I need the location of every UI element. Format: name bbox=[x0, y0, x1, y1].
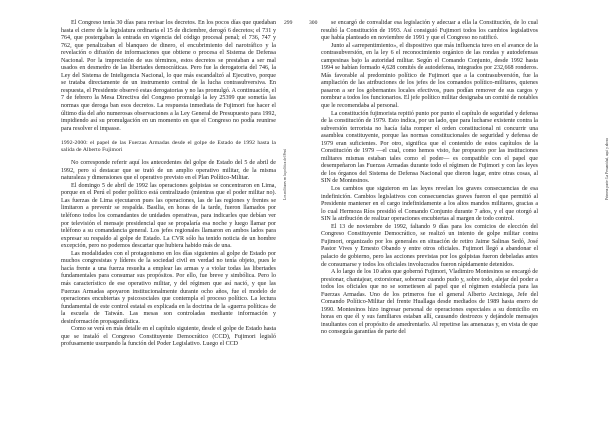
paragraph: A lo largo de los 10 años que gobernó Fujimori, Vladimiro Montesinos se encargó de presionar, chantajear, extorsionar, sobornar cuando pudo y, sobre todo, alejar del poder a todos los oficiales que no se sometiesen al papel que el régimen establecía para las Fuerzas Armadas. Uno de los primeros fue el general Alberto Arciniega, Jefe del Comando Político-Militar del frente Huallaga desde mediados de 1989 hasta enero de 1990. Montesinos hizo ingresar personal de operaciones especiales a su domicilio en horas en que él y sus familiares estaban allí, causando destrozos y dejándole mensajes insultantes con el propósito de amedrentarlo. Al repetirse las amenazas y, en vista de que no conseguía garantías de parte del bbox=[321, 269, 538, 336]
running-head: Los militares en la política del Perú bbox=[283, 148, 287, 200]
page-number: 299 bbox=[284, 20, 293, 26]
paragraph: No corresponde referir aquí los antecedentes del golpe de Estado del 5 de abril de 1992, pero sí destacar que se trató de un amplio operativo militar, de la misma naturaleza y dimensiones que el operativo previsto en el Plan Político-Militar. bbox=[61, 160, 276, 182]
running-head: Primera parte: La Peruanidad, aquí y ahora bbox=[605, 138, 609, 200]
paragraph: El domingo 5 de abril de 1992 las operaciones golpistas se concentraron en Lima, porque en el Perú el poder político está centralizado (mientras que el poder militar no). Las fuerzas de Lima ejecutaron pues las operaciones, las de las regiones y frentes se limitaron a prevenir se respalda. Basilia, en horas de la tarde, fueron llamados por teléfono todos los comandantes de unidades operativas, para indicarles que debían ver por televisión el mensaje presidencial que se propalaría esa noche y luego llamar por teléfono a su comandancia general. Los jefes regionales llamaron en ambos lados para expresar su respaldo al golpe de Estado. La CVR sólo ha tenido noticia de un hombre excepción, pero no podemos descartar que hubiera habido más de una. bbox=[61, 182, 276, 250]
paragraph: Como se verá en más detalle en el capítulo siguiente, desde el golpe de Estado hasta que se instaló el Congreso Constituyente Democrático (CCD), Fujimori legisló profusamente usurpando la función del Poder Legislativo. Luego el CCD bbox=[61, 326, 276, 348]
page-number: 300 bbox=[309, 20, 318, 26]
left-text-column bbox=[61, 20, 276, 349]
paragraph: La constitución fujimorista repitió punto por punto el capítulo de seguridad y defensa de la constitución de 1979. Esto indica, por un lado, que para lucharse existente contra la subversión terrorista no hacía falta romper el orden constitucional ni concurrir una asamblea constituyente, porque las normas constitucionales de seguridad y defensa de 1979 eran suficientes. Por otro, significa que el contenido de estos capítulos de la Constitución de 1979 —el cual, como hemos visto, fue propuesto por las instituciones militares mismas estaban tales como el poder— es compatible con el papel que desempeñaron las Fuerzas Armadas durante todo el régimen de Fujimori y con las leyes de los órganos del Sistema de Defensa Nacional que dieron lugar, entre otras cosas, al SIN de Montesinos. bbox=[321, 110, 538, 185]
paragraph: se encargó de convalidar esa legislación y adecuar a ella la Constitución, de lo cual resultó la Constitución de 1993. Así consiguió Fujimori todos los cambios legislativos que había planteado en noviembre de 1991 y que el Congreso no ratificó. bbox=[321, 20, 538, 42]
paragraph: Junto al «arrepentimiento», el dispositivo que más influencia tuvo en el avance de la contrasubversión, en la ley 6 el reconocimiento orgánico de las rondas y autodefensas campesinas bajo la autoridad militar. Según el Comando Conjunto, desde 1992 hasta 1994 se habían formado 4,628 comités de autodefensa, integrados por 232,668 ronderos. Más favorable al predominio político de Fujimori que a la contrasubversión, fue la ampliación de las atribuciones de los jefes de los comandos político-militares, quienes pasaron a ser los gobernantes locales efectivos, pues podían remover de sus cargos y nombrar a todos los funcionarios. El jefe político militar designaba un comité de notables que le recomendaba al personal. bbox=[321, 42, 538, 110]
paragraph: El Congreso tenía 30 días para revisar los decretos. En los pocos días que quedaban hasta el cierre de la legislatura ordinaria el 15 de diciembre, derogó 6 decretos; el 731 y 764, que postergaban la entrada en vigencia del código procesal penal; el 736, 747 y 762, que penalizaban el blanqueo de dinero, el encubrimiento del narotráfico y la revelación o difusión de informaciones que obtiene o procesa el Sistema de Defensa Nacional. Por la imprecisión de sus términos, estos decretos se prestaban a ser mal usados en desmedro de las libertades democráticas. Pero fue la derogatoria del 746, la Ley del Sistema de Inteligencia Nacional, lo que más escandalizó al Ejecutivo, porque se trataba directamente de un instrumento central de la lucha contrasubversiva. En respuesta, el Presidente observó estas derogatorias y no las promulgó. A continuación, el 7 de febrero la Mesa Directiva del Congreso promulgó la ley 25399 que sometía las normas que deroga ban esos decretos. La respuesta inmediata de Fujimori fue hacer el último día del año numerosas observaciones a la Ley General de Presupuesto para 1992, impidiendo así su promulgación en un momento en que el Congreso no podía reunirse para resolver el impasse. bbox=[61, 20, 276, 132]
section-title: 1992-2000: el papel de las Fuerzas Armadas desde el golpe de Estado de 1992 hasta la salida de Alberto Fujimori bbox=[61, 140, 276, 154]
right-text-column bbox=[321, 20, 538, 337]
paragraph: El 13 de noviembre de 1992, faltando 9 días para los comicios de elección del Congreso Constituyente Democrático, se realizó un intento de golpe militar contra Fujimori, organizado por los generales en situación de retiro Jaime Salinas Sedó, José Pastor Vives y Ernesto Obando y entre otros oficiales. Fujimori llegó a abandonar el palacio de gobierno, pero las acciones previstas por los golpistas fueron debeladas antes de consumarse y todos los oficiales involucrados fueron rápidamente detenidos. bbox=[321, 223, 538, 268]
paragraph: Los cambios que siguieron en las leyes revelan los graves consecuencias de esa indefinición. Cambios legislativos con consecuencias graves fueron el que permitió al Presidente mantener en el cargo indefinidamente a los altos mandos militares, gracias a lo cual Hermoza Ríos presidió el Comando Conjunto durante 7 años, y el que otorgó al SIN la atribución de realizar operaciones encubiertas al margen de todo control. bbox=[321, 186, 538, 223]
paragraph: Las modalidades con el protagonismo en los días siguientes al golpe de Estado por muchos congresistas y líderes de la sociedad civil en verdad no tenía objeto, pues le hacía frente a una fuerza resuelta a emplear las armas y a violar todas las libertades fundamentales para consumar sus propósitos. Por ello, fue breve y simbólica. Pero lo más característico de ese operativo militar, y del régimen que así nació, y que las Fuerzas Armadas apoyaron institucionalmente durante ocho años, fue el modelo de operaciones encubiertas y psicosociales que contempla el proceso político. La lectura fundamental de este control estatal es explicada en la doctrina de la «guerra política» de la escuela de Taiwán. Las mesas son controladas mediante información y desinformación propagandística. bbox=[61, 250, 276, 325]
